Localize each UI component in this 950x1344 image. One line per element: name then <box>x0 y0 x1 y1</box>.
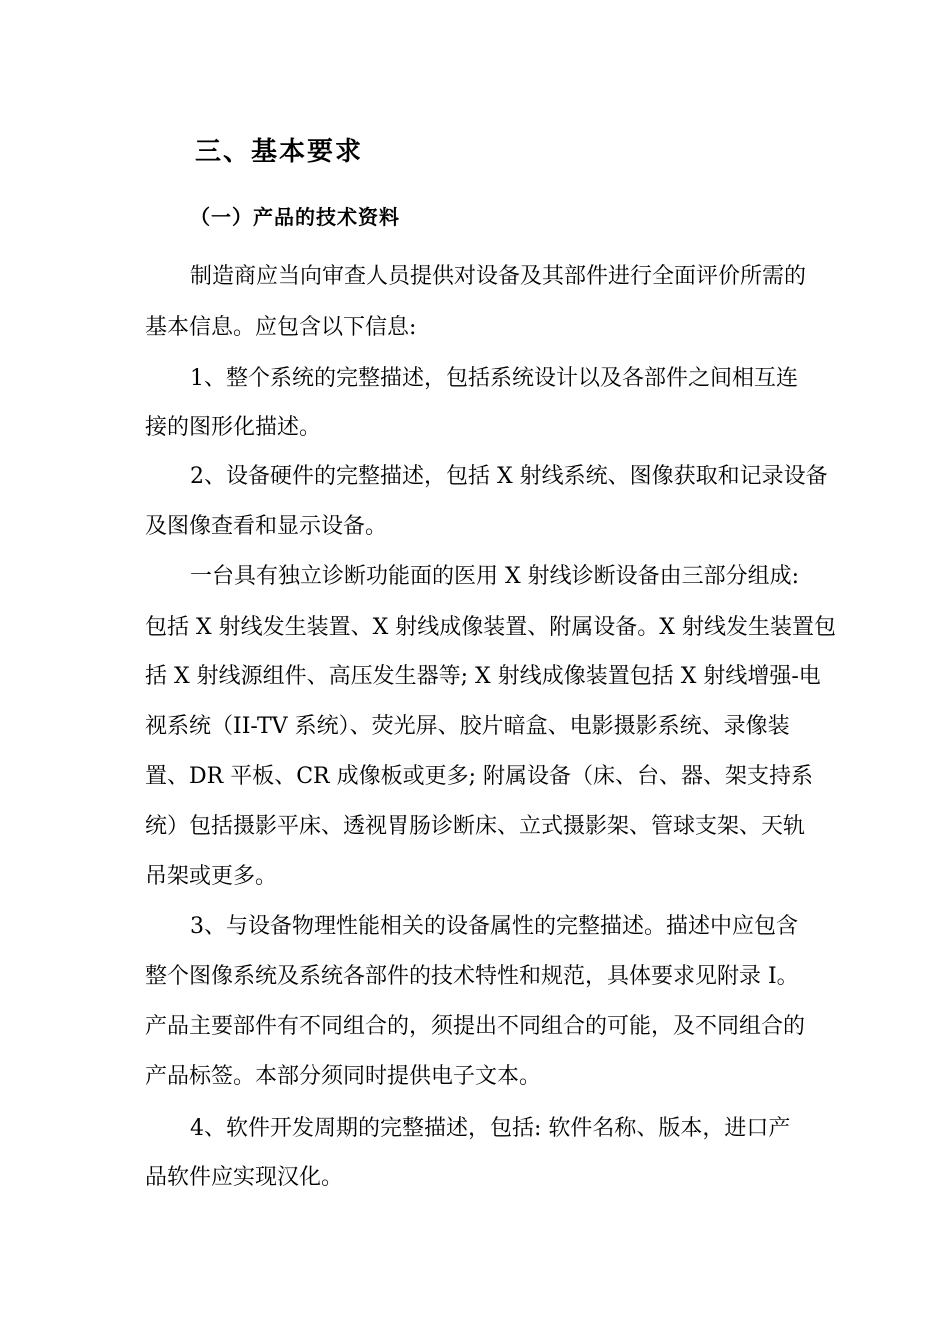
paragraph-line: 统）包括摄影平床、透视胃肠诊断床、立式摄影架、管球支架、天轨 <box>145 814 806 839</box>
paragraph-line: 及图像查看和显示设备。 <box>145 514 388 539</box>
subsection-heading: （一）产品的技术资料 <box>190 205 400 229</box>
paragraph-line: 接的图形化描述。 <box>145 415 322 440</box>
paragraph-line: 3、与设备物理性能相关的设备属性的完整描述。描述中应包含 <box>190 914 798 939</box>
paragraph-line: 1、整个系统的完整描述，包括系统设计以及各部件之间相互连 <box>190 366 798 391</box>
paragraph-line: 制造商应当向审查人员提供对设备及其部件进行全面评价所需的 <box>190 264 807 289</box>
paragraph-line: 一台具有独立诊断功能面的医用 X 射线诊断设备由三部分组成: <box>190 564 800 589</box>
paragraph-line: 2、设备硬件的完整描述，包括 X 射线系统、图像获取和记录设备 <box>190 464 828 489</box>
paragraph-line: 品软件应实现汉化。 <box>145 1165 344 1190</box>
paragraph-line: 吊架或更多。 <box>145 864 278 889</box>
paragraph-line: 产品标签。本部分须同时提供电子文本。 <box>145 1064 542 1089</box>
paragraph-line: 4、软件开发周期的完整描述，包括: 软件名称、版本，进口产 <box>190 1116 791 1141</box>
paragraph-line: 置、DR 平板、CR 成像板或更多; 附属设备（床、台、器、架支持系 <box>145 764 813 789</box>
paragraph-line: 整个图像系统及系统各部件的技术特性和规范，具体要求见附录 I。 <box>145 964 799 989</box>
paragraph-line: 视系统（II-TV 系统）、荧光屏、胶片暗盒、电影摄影系统、录像装 <box>145 714 790 739</box>
paragraph-line: 产品主要部件有不同组合的，须提出不同组合的可能，及不同组合的 <box>145 1014 806 1039</box>
section-heading: 三、基本要求 <box>195 137 364 167</box>
paragraph-line: 括 X 射线源组件、高压发生器等; X 射线成像装置包括 X 射线增强-电 <box>145 664 821 689</box>
paragraph-line: 基本信息。应包含以下信息: <box>145 315 417 340</box>
paragraph-line: 包括 X 射线发生装置、X 射线成像装置、附属设备。X 射线发生装置包 <box>145 615 836 640</box>
